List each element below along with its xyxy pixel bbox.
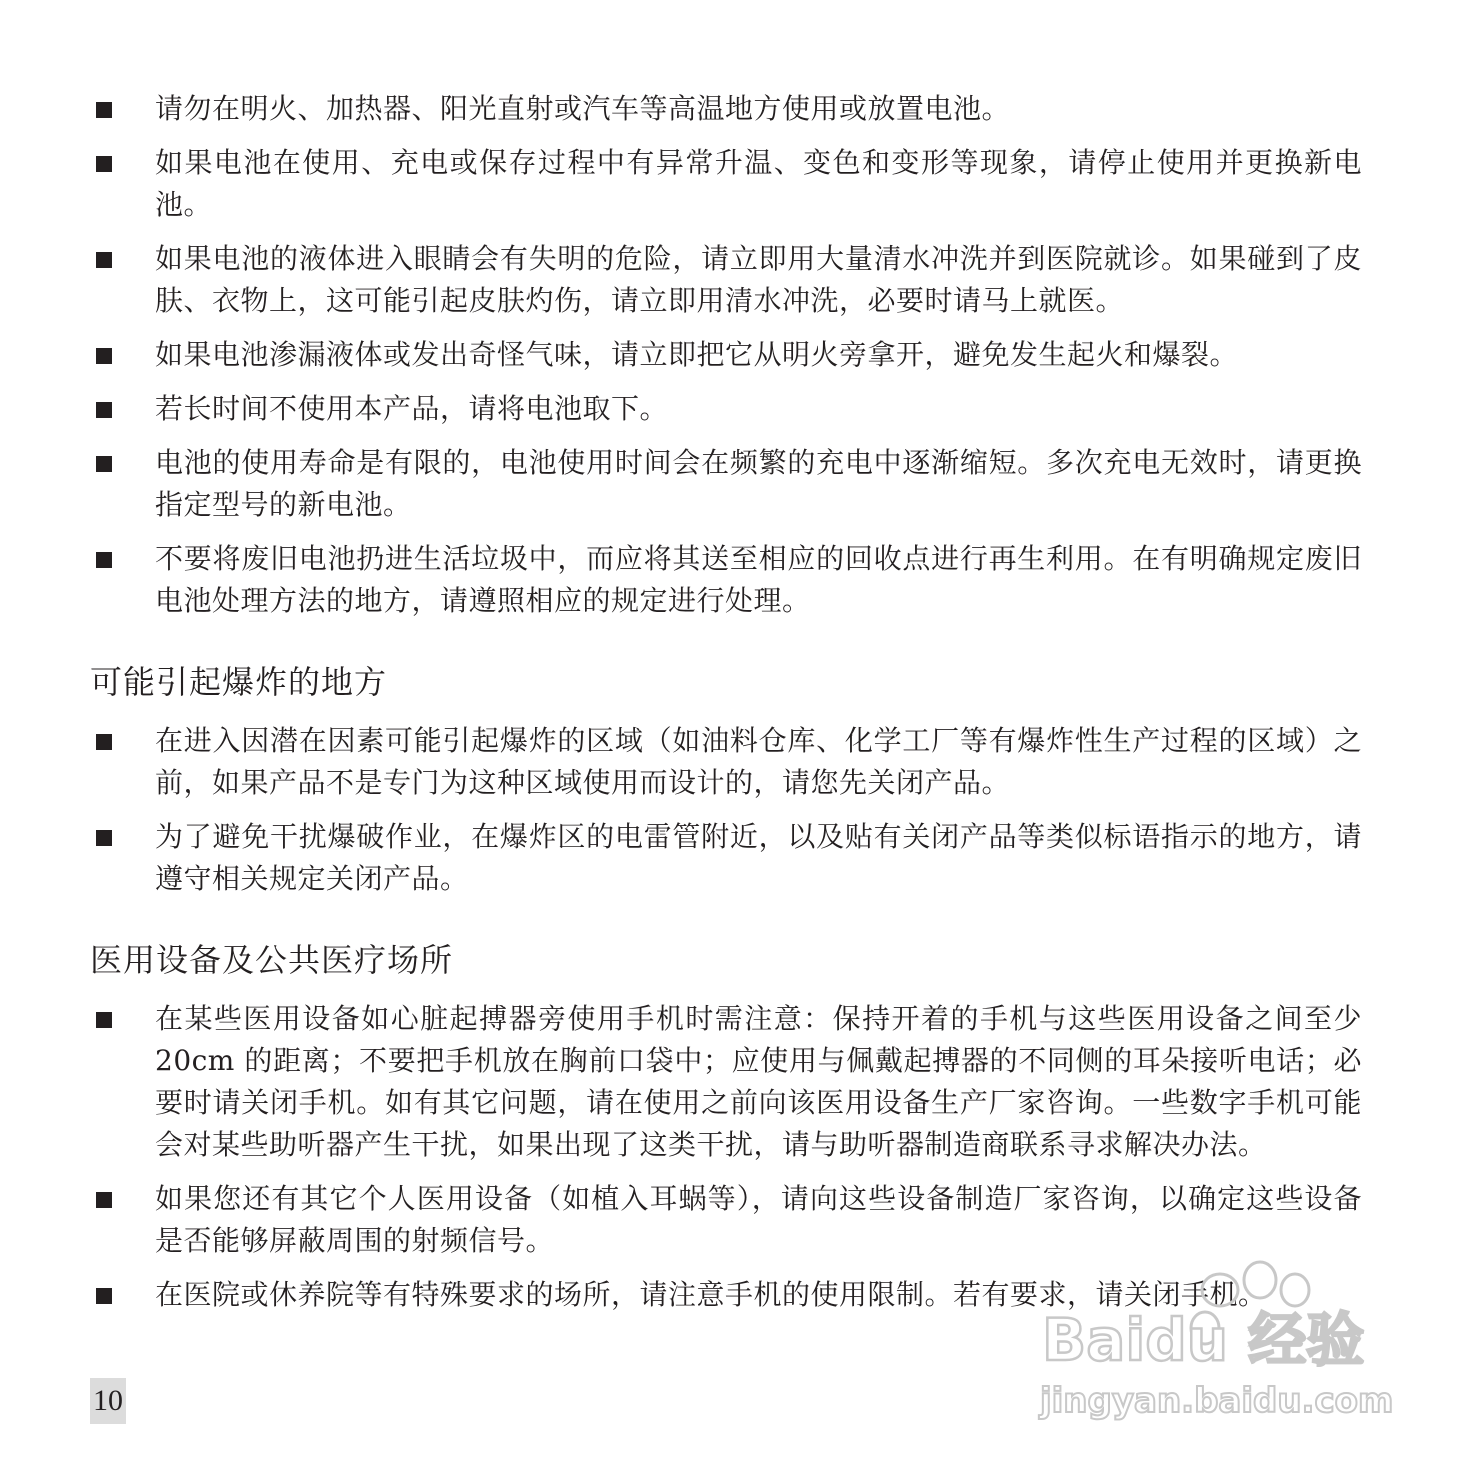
list-item-text: 电池的使用寿命是有限的，电池使用时间会在频繁的充电中逐渐缩短。多次充电无效时，请更换指定型号的新电池。 (155, 446, 1362, 521)
square-bullet-icon (96, 456, 112, 472)
square-bullet-icon (96, 1192, 112, 1208)
explosion-safety-list (92, 720, 1362, 900)
list-item (92, 1178, 1362, 1262)
list-item-text: 如果电池在使用、充电或保存过程中有异常升温、变色和变形等现象，请停止使用并更换新电池。 (155, 146, 1362, 221)
list-item-text: 若长时间不使用本产品，请将电池取下。 (155, 392, 669, 425)
watermark-url-text: jingyan.baidu.com (1040, 1381, 1394, 1421)
list-item (92, 334, 1362, 376)
list-item (92, 442, 1362, 526)
medical-safety-list (92, 998, 1362, 1316)
square-bullet-icon (96, 734, 112, 750)
document-body (92, 88, 1362, 1328)
list-item (92, 816, 1362, 900)
list-item (92, 1274, 1362, 1316)
square-bullet-icon (96, 1288, 112, 1304)
list-item (92, 88, 1362, 130)
square-bullet-icon (96, 830, 112, 846)
square-bullet-icon (96, 102, 112, 118)
section-heading-medical: 医用设备及公共医疗场所 (90, 941, 454, 979)
square-bullet-icon (96, 156, 112, 172)
square-bullet-icon (96, 252, 112, 268)
list-item-text: 在进入因潜在因素可能引起爆炸的区域（如油料仓库、化学工厂等有爆炸性生产过程的区域）之前，如果产品不是专门为这种区域使用而设计的，请您先关闭产品。 (155, 724, 1362, 799)
list-item (92, 720, 1362, 804)
list-item-text: 在医院或休养院等有特殊要求的场所，请注意手机的使用限制。若有要求，请关闭手机。 (155, 1278, 1267, 1311)
list-item-text: 为了避免干扰爆破作业，在爆炸区的电雷管附近，以及贴有关闭产品等类似标语指示的地方，请遵守相关规定关闭产品。 (155, 820, 1362, 895)
list-item (92, 142, 1362, 226)
list-item-text: 在某些医用设备如心脏起搏器旁使用手机时需注意：保持开着的手机与这些医用设备之间至少 20cm 的距离；不要把手机放在胸前口袋中；应使用与佩戴起搏器的不同侧的耳朵接听电话；必要时请关闭手机。如有其它问题，请在使用之前向该医用设备生产厂家咨询。一些数字手机可能会对某些助听器产生干扰，如果出现了这类干扰，请与助听器制造商联系寻求解决办法。 (155, 1002, 1362, 1161)
list-item-text: 如果电池渗漏液体或发出奇怪气味，请立即把它从明火旁拿开，避免发生起火和爆裂。 (155, 338, 1239, 371)
list-item (92, 538, 1362, 622)
watermark-logo-text: Baidu 经验 (1042, 1306, 1365, 1374)
list-item (92, 388, 1362, 430)
list-item-text: 如果电池的液体进入眼睛会有失明的危险，请立即用大量清水冲洗并到医院就诊。如果碰到了皮肤、衣物上，这可能引起皮肤灼伤，请立即用清水冲洗，必要时请马上就医。 (155, 242, 1362, 317)
square-bullet-icon (96, 348, 112, 364)
battery-safety-list (92, 88, 1362, 622)
square-bullet-icon (96, 402, 112, 418)
page-number: 10 (90, 1378, 126, 1424)
square-bullet-icon (96, 552, 112, 568)
list-item (92, 238, 1362, 322)
list-item-text: 请勿在明火、加热器、阳光直射或汽车等高温地方使用或放置电池。 (155, 92, 1011, 125)
square-bullet-icon (96, 1012, 112, 1028)
list-item-text: 如果您还有其它个人医用设备（如植入耳蜗等），请向这些设备制造厂家咨询，以确定这些设备是否能够屏蔽周围的射频信号。 (155, 1182, 1362, 1257)
list-item (92, 998, 1362, 1166)
section-heading-explosion: 可能引起爆炸的地方 (90, 663, 388, 701)
list-item-text: 不要将废旧电池扔进生活垃圾中，而应将其送至相应的回收点进行再生利用。在有明确规定废旧电池处理方法的地方，请遵照相应的规定进行处理。 (155, 542, 1362, 617)
